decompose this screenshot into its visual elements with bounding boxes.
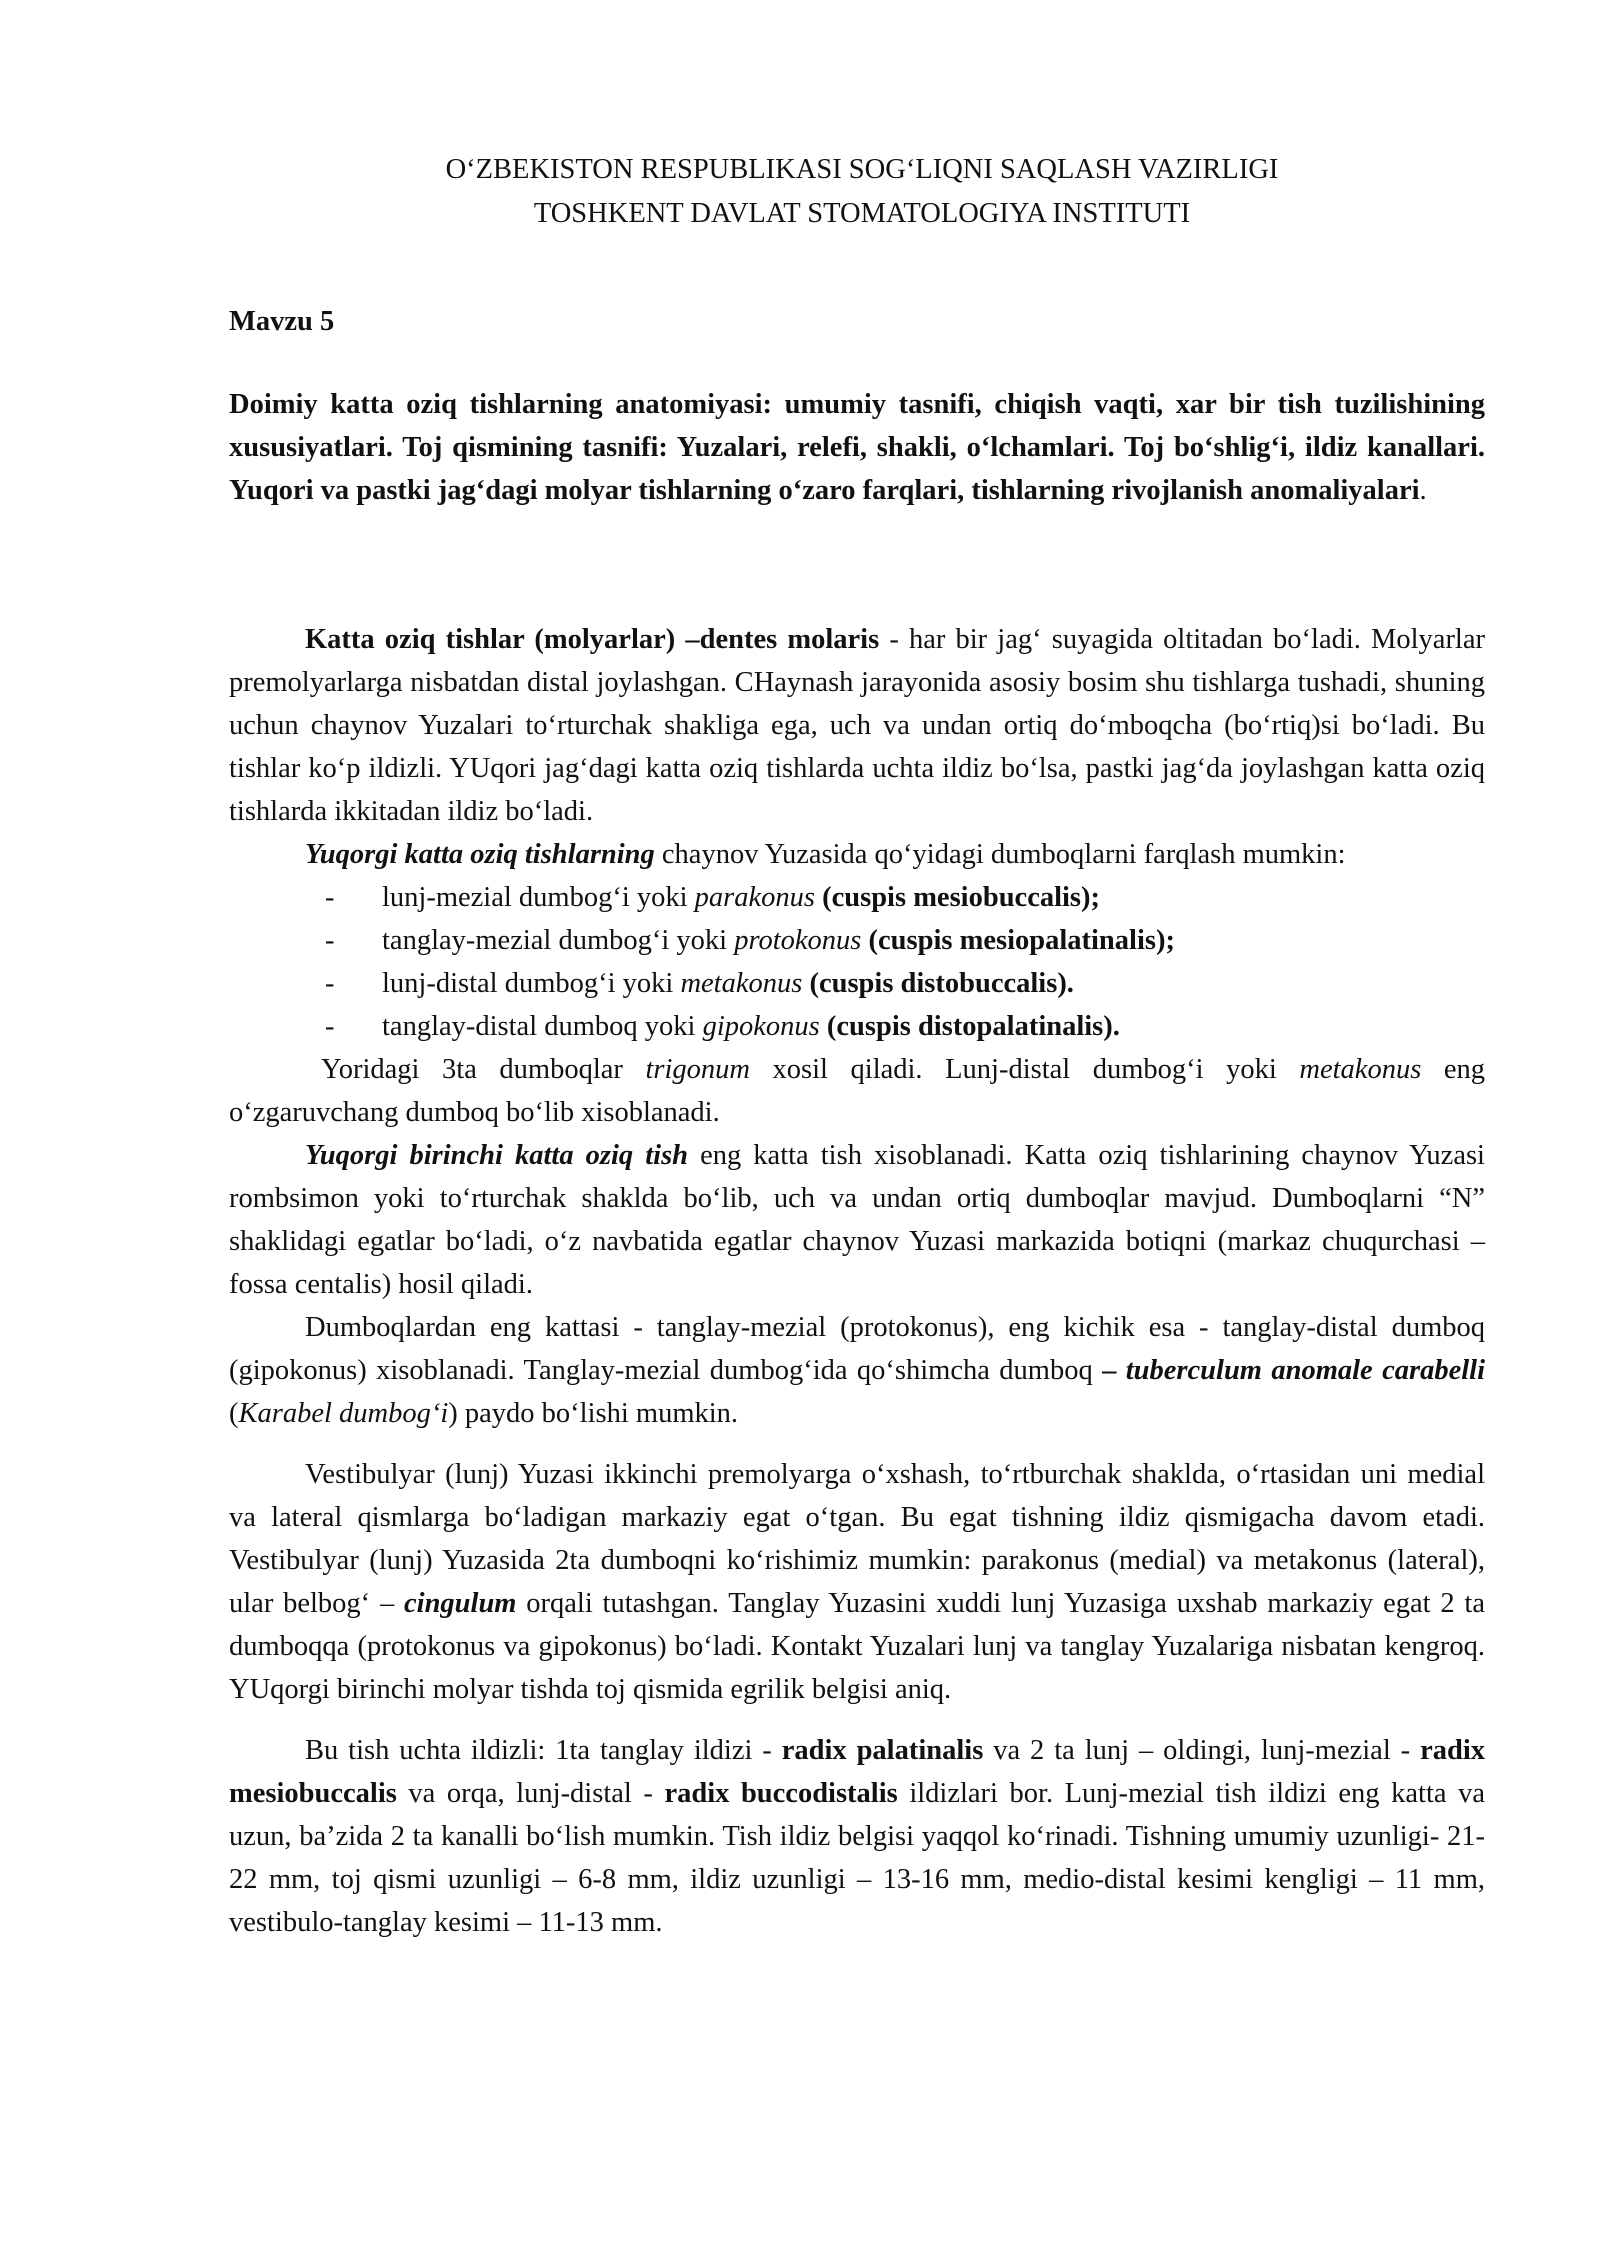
document-header (239, 148, 1485, 236)
cusp-text: lunj-mezial dumbog‘i yoki (382, 882, 695, 913)
term-radix-palatinalis: radix palatinalis (781, 1735, 984, 1766)
term-first-molar: Yuqorgi birinchi katta oziq tish (305, 1140, 689, 1171)
spacer (229, 1711, 1485, 1729)
paragraph-text: eng katta tish xisoblanadi. Katta oziq tishlarining chaynov Yuzasi rombsimon yoki to‘rturchak shaklda bo‘lib, uch va undan ortiq dumboqlar mavjud. Dumboqlarni “N” shaklidagi egatlar bo‘ladi, o‘z navbatida egatlar chaynov Yuzasi markazida botiqni (markaz chuqurchasi – fossa centalis) hosil qiladi. (229, 1140, 1485, 1300)
list-dash: - (325, 925, 335, 956)
paragraph-roots (229, 1729, 1485, 1944)
paragraph-text: xosil qiladi. Lunj-distal dumbog‘i yoki (749, 1054, 1300, 1085)
paragraph-text: Bu tish uchta ildizli: 1ta tanglay ildizi - (305, 1735, 782, 1766)
topic-title-text: Doimiy katta oziq tishlarning anatomiyasi: umumiy tasnifi, chiqish vaqti, xar bir tish tuzilishining xususiyatlari. Toj qismining tasnifi: Yuzalari, relefi, shakli, o‘lchamlari. Toj bo‘shlig‘i, ildiz kanallari. Yuqori va pastki jag‘dagi molyar tishlarning o‘zaro farqlari, tishlarning rivojlanish anomaliyalari (229, 389, 1485, 506)
paragraph-first-molar (229, 1134, 1485, 1306)
list-dash: - (325, 1011, 335, 1042)
list-item (229, 876, 1485, 919)
cusp-text: tanglay-distal dumboq yoki (382, 1011, 703, 1042)
term-radix-buccodistalis: radix buccodistalis (664, 1778, 898, 1809)
term-metakonus: metakonus (1299, 1054, 1422, 1085)
topic-title (229, 383, 1485, 512)
paragraph-text: Dumboqlardan eng kattasi - tanglay-mezial (protokonus), eng kichik esa - tanglay-distal dumboq (gipokonus) xisoblanadi. Tanglay-mezial dumbog‘ida qo‘shimcha dumboq (229, 1312, 1485, 1386)
paragraph-text: - har bir jag‘ suyagida oltitadan bo‘ladi. Molyarlar premolyarlarga nisbatdan distal joylashgan. CHaynash jarayonida asosiy bosim shu tishlarga tushadi, shuning uchun chaynov Yuzalari to‘rturchak shakliga ega, uch va undan ortiq do‘mboqcha (bo‘rtiq)si bo‘ladi. Bu tishlar ko‘p ildizli. YUqori jag‘dagi katta oziq tishlarda uchta ildiz bo‘lsa, pastki jag‘da joylashgan katta oziq tishlarda ikkitadan ildiz bo‘ladi. (229, 624, 1485, 827)
paragraph-text: Vestibulyar (lunj) Yuzasi ikkinchi premolyarga o‘xshash, to‘rtburchak shaklda, o‘rtasidan uni medial va lateral qismlarga bo‘ladigan markaziy egat o‘tgan. Bu egat tishning ildiz qismigacha davom etadi. Vestibulyar (lunj) Yuzasida 2ta dumboqni ko‘rishimiz mumkin: parakonus (medial) va metakonus (lateral), ular belbog‘ – (229, 1459, 1485, 1619)
term-carabelli: tuberculum anomale carabelli (1116, 1355, 1485, 1386)
cusp-latin: (cuspis mesiopalatinalis); (861, 925, 1175, 956)
cusp-name: protokonus (734, 925, 862, 956)
cusp-name: parakonus (694, 882, 815, 913)
topic-title-end: . (1419, 475, 1427, 506)
dash-symbol: – (1102, 1355, 1117, 1386)
paragraph-text: va orqa, lunj-distal - (396, 1778, 665, 1809)
paragraph-upper-molars (229, 833, 1485, 876)
paragraph-trigonum (229, 1048, 1485, 1134)
spacer (229, 1435, 1485, 1453)
spacer (229, 512, 1485, 618)
cusp-text: lunj-distal dumbog‘i yoki (382, 968, 681, 999)
document-page (229, 148, 1485, 1944)
cusp-latin: (cuspis distobuccalis). (802, 968, 1074, 999)
paragraph-text: chaynov Yuzasida qo‘yidagi dumboqlarni farqlash mumkin: (654, 839, 1346, 870)
topic-number: Mavzu 5 (229, 306, 335, 337)
ministry-name: O‘ZBEKISTON RESPUBLIKASI SOG‘LIQNI SAQLASH VAZIRLIGI (445, 154, 1279, 185)
paragraph-text: ( (229, 1398, 239, 1429)
institute-name: TOSHKENT DAVLAT STOMATOLOGIYA INSTITUTI (533, 198, 1191, 229)
term-upper-molars: Yuqorgi katta oziq tishlarning (305, 839, 655, 870)
paragraph-text: ildizlari bor. Lunj-mezial tish ildizi eng katta va uzun, ba’zida 2 ta kanalli bo‘lish mumkin. Tish ildiz belgisi yaqqol ko‘rinadi. Tishning umumiy uzunligi- 21-22 mm, toj qismi uzunligi – 6-8 mm, ildiz uzunligi – 13-16 mm, medio-distal kesimi kengligi – 11 mm, vestibulo-tanglay kesimi – 11-13 mm. (229, 1778, 1485, 1938)
term-dentes-molaris: Katta oziq tishlar (molyarlar) –dentes molaris (305, 624, 880, 655)
paragraph-molars-intro (229, 618, 1485, 833)
cusp-name: gipokonus (702, 1011, 820, 1042)
paragraph-text: Yoridagi 3ta dumboqlar (321, 1054, 646, 1085)
term-cingulum: cingulum (404, 1588, 517, 1619)
paragraph-cusps-size (229, 1306, 1485, 1435)
cusp-latin: (cuspis distopalatinalis). (819, 1011, 1120, 1042)
list-item (229, 1005, 1485, 1048)
list-item (229, 962, 1485, 1005)
cusp-text: tanglay-mezial dumbog‘i yoki (382, 925, 735, 956)
term-radix-mesiobuccalis: radix mesiobuccalis (229, 1735, 1485, 1809)
cusp-latin: (cuspis mesiobuccalis); (815, 882, 1100, 913)
paragraph-text: eng o‘zgaruvchang dumboq bo‘lib xisoblanadi. (229, 1054, 1485, 1128)
list-dash: - (325, 882, 335, 913)
paragraph-text: orqali tutashgan. Tanglay Yuzasini xuddi lunj Yuzasiga uxshab markaziy egat 2 ta dumboqqa (protokonus va gipokonus) bo‘ladi. Kontakt Yuzalari lunj va tanglay Yuzalariga nisbatan kengroq. YUqorgi birinchi molyar tishda toj qismida egrilik belgisi aniq. (229, 1588, 1485, 1705)
list-dash: - (325, 968, 335, 999)
paragraph-vestibular (229, 1453, 1485, 1711)
list-item (229, 919, 1485, 962)
cusp-list (229, 876, 1485, 1048)
paragraph-text: ) paydo bo‘lishi mumkin. (448, 1398, 739, 1429)
term-trigonum: trigonum (645, 1054, 750, 1085)
term-karabel: Karabel dumbog‘i (238, 1398, 449, 1429)
cusp-name: metakonus (680, 968, 803, 999)
paragraph-text: va 2 ta lunj – oldingi, lunj-mezial - (983, 1735, 1421, 1766)
